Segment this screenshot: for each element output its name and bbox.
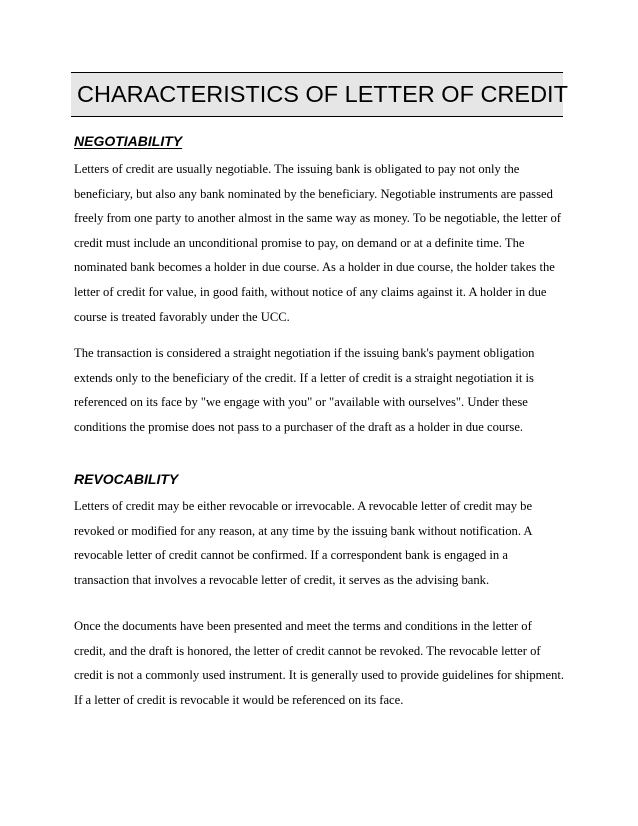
page-title: CHARACTERISTICS OF LETTER OF CREDIT <box>77 81 568 107</box>
heading-revocability: REVOCABILITY <box>74 471 179 487</box>
heading-negotiability: NEGOTIABILITY <box>74 133 183 149</box>
paragraph-revocability-1: Letters of credit may be either revocable or irrevocable. A revocable letter of credit may be revoked or modified for any reason, at any time by the issuing bank without notification. A revocable letter of credit cannot be confirmed. If a correspondent bank is engaged in a transaction that involves a revocable letter of credit, it serves as the advising bank. <box>74 499 533 587</box>
paragraph-revocability-2: Once the documents have been presented and meet the terms and conditions in the letter of credit, and the draft is honored, the letter of credit cannot be revoked. The revocable letter of credit is not a commonly used instrument. It is generally used to provide guidelines for shipment. If a letter of credit is revocable it would be referenced on its face. <box>74 619 565 707</box>
title-banner <box>71 72 568 117</box>
paragraph-negotiability-2: The transaction is considered a straight negotiation if the issuing bank's payment obligation extends only to the beneficiary of the credit. If a letter of credit is a straight negotiation it is referenced on its face by "we engage with you" or "available with ourselves". Under these conditions the promise does not pass to a purchaser of the draft as a holder in due course. <box>74 346 535 434</box>
paragraph-negotiability-1: Letters of credit are usually negotiable. The issuing bank is obligated to pay not only the beneficiary, but also any bank nominated by the beneficiary. Negotiable instruments are passed freely from one party to another almost in the same way as money. To be negotiable, the letter of credit must include an unconditional promise to pay, on demand or at a definite time. The nominated bank becomes a holder in due course. As a holder in due course, the holder takes the letter of credit for value, in good faith, without notice of any claims against it. A holder in due course is treated favorably under the UCC. <box>74 162 561 324</box>
